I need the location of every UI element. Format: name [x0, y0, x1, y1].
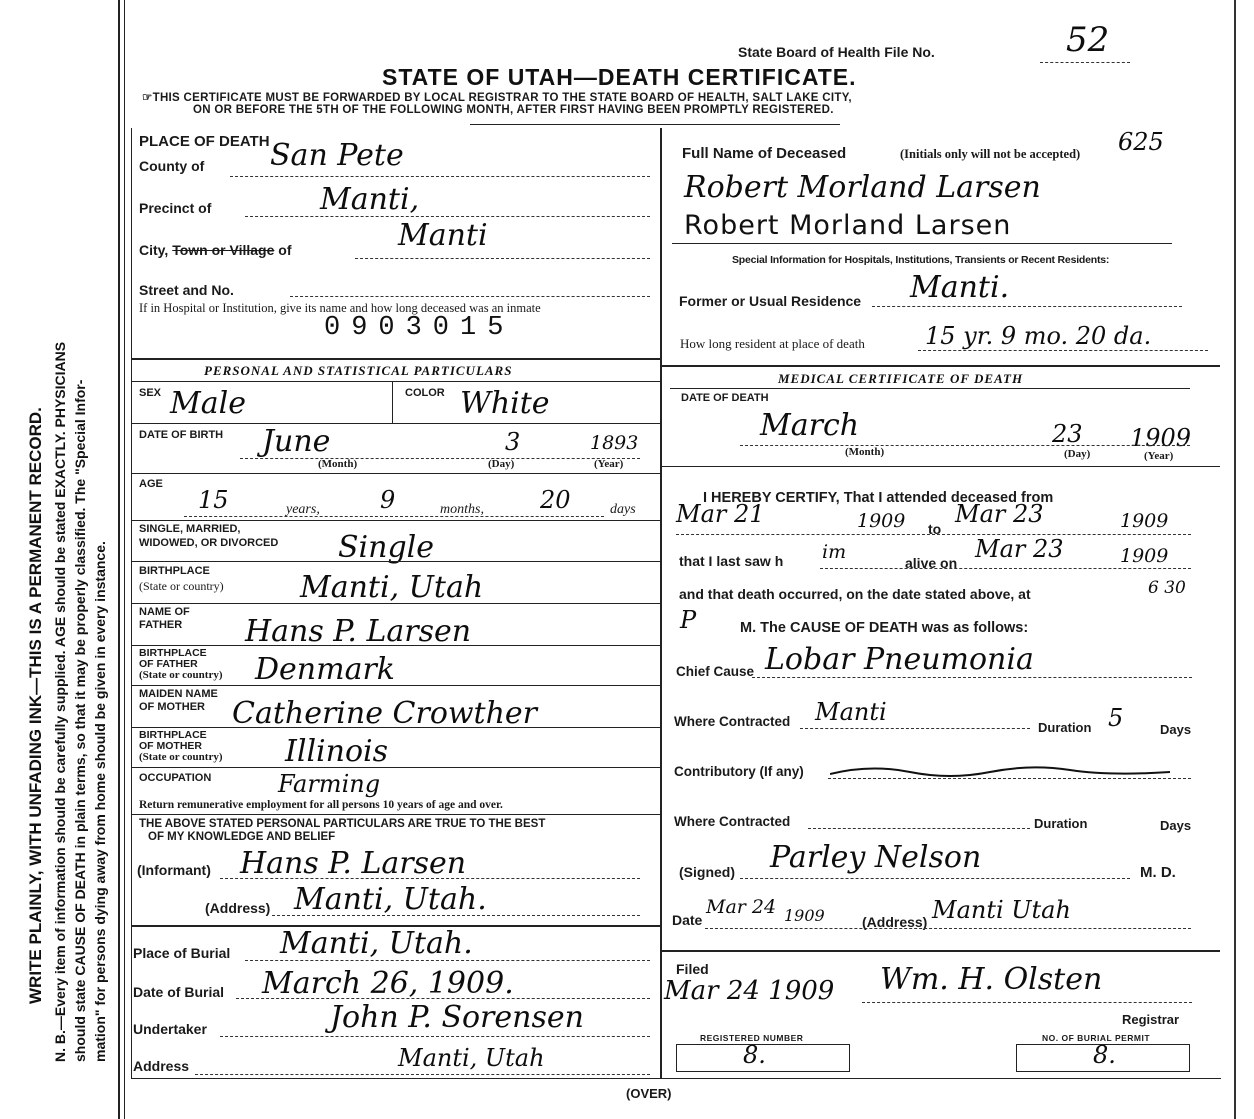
bottom-frame-rule: [131, 1078, 1221, 1079]
county-rule: [230, 176, 650, 177]
medical-top-rule: [660, 365, 1220, 367]
dob-day: 3: [505, 428, 521, 456]
age-years-value: 15: [198, 486, 229, 514]
burial-date-label: Date of Burial: [133, 984, 225, 1000]
undertaker-address-rule: [195, 1074, 650, 1075]
sex-label: SEX: [139, 387, 162, 399]
personal-top-rule: [131, 358, 660, 360]
dod-month-caption: (Month): [845, 446, 885, 458]
street-label: Street and No.: [139, 282, 234, 298]
burial-permit-label: NO. OF BURIAL PERMIT: [1042, 1033, 1151, 1043]
last-saw-label: that I last saw h: [679, 553, 784, 569]
dob-year: 1893: [590, 432, 639, 454]
residence-value: Manti.: [910, 270, 1010, 305]
alive-on-label: alive on: [905, 555, 958, 571]
left-border: [118, 0, 120, 1119]
city-value: Manti: [398, 218, 488, 253]
duration-label: Duration: [1038, 720, 1092, 735]
dob-year-caption: (Year): [594, 458, 624, 470]
dob-rule: [240, 458, 640, 459]
father-bp-value: Denmark: [255, 652, 395, 687]
duration-2-label: Duration: [1034, 816, 1088, 831]
chief-cause-value: Lobar Pneumonia: [765, 642, 1034, 677]
registrar-label: Registrar: [1122, 1012, 1180, 1027]
mother-bp-label-1: BIRTHPLACE: [139, 729, 207, 741]
dod-month: March: [760, 408, 860, 443]
instruction-line-1: ☞THIS CERTIFICATE MUST BE FORWARDED BY LOCAL REGISTRAR TO THE STATE BOARD OF HEALTH, SALT LAKE CITY,: [142, 92, 852, 104]
contributory-blank-squiggle: [830, 760, 1190, 784]
precinct-value: Manti,: [320, 182, 420, 217]
burial-permit-box: [1016, 1041, 1190, 1072]
residence-label: Former or Usual Residence: [679, 293, 862, 309]
years-caption: years,: [286, 502, 320, 517]
father-bp-row-rule: [131, 685, 660, 686]
registrar-signature: Wm. H. Olsten: [880, 962, 1103, 997]
signed-rule: [740, 878, 1130, 879]
from-date: Mar 21: [676, 500, 765, 528]
sex-value: Male: [170, 386, 246, 421]
dod-row-rule: [660, 466, 1220, 467]
undertaker-address-value: Manti, Utah: [398, 1044, 545, 1072]
file-no-label: State Board of Health File No.: [738, 44, 935, 60]
where-contracted-2-rule: [808, 828, 1030, 829]
cause-intro: M. The CAUSE OF DEATH was as follows:: [740, 620, 1029, 636]
sign-date-year: 1909: [784, 906, 825, 925]
undertaker-address-label: Address: [133, 1058, 190, 1074]
color-value: White: [460, 386, 550, 421]
side-note-line2: N. B.—Every item of information should be carefully supplied. AGE should be stated EXACTLY. PHYSICIANS: [52, 341, 68, 1062]
informant-rule: [220, 878, 640, 879]
sex-color-divider: [392, 381, 393, 423]
dob-row-rule: [131, 473, 660, 474]
dod-day: 23: [1052, 420, 1083, 448]
from-year: 1909: [857, 510, 906, 532]
name-rule: [672, 243, 1172, 244]
name-typed: Robert Morland Larsen: [684, 210, 1012, 241]
contributory-rule: [828, 778, 1191, 779]
marital-value: Single: [338, 530, 435, 565]
chief-cause-rule: [752, 677, 1192, 678]
dod-year-caption: (Year): [1144, 450, 1174, 462]
burial-place-value: Manti, Utah.: [280, 926, 473, 961]
father-label-2: FATHER: [139, 619, 183, 631]
sign-address-label: (Address): [862, 914, 928, 930]
father-bp-caption: (State or country): [139, 669, 223, 681]
undertaker-label: Undertaker: [133, 1021, 207, 1037]
dod-year: 1909: [1130, 424, 1192, 452]
dod-label: DATE OF DEATH: [681, 392, 769, 404]
occupation-label: OCCUPATION: [139, 772, 212, 784]
burial-date-rule: [236, 998, 650, 999]
alive-on-year: 1909: [1120, 545, 1169, 567]
right-border: [1234, 0, 1236, 1119]
instruction-line-2: ON OR BEFORE THE 5TH OF THE FOLLOWING MONTH, AFTER FIRST HAVING BEEN PROMPTLY REGISTERED.: [193, 104, 834, 116]
to-year: 1909: [1120, 510, 1169, 532]
to-label: to: [928, 521, 942, 537]
age-rule: [184, 516, 604, 517]
occupation-note: Return remunerative employment for all persons 10 years of age and over.: [139, 799, 503, 811]
to-date: Mar 23: [955, 500, 1044, 528]
days-caption: days: [610, 502, 636, 517]
filed-date: Mar 24 1909: [664, 976, 835, 1006]
registrar-rule: [862, 1002, 1192, 1003]
county-label: County of: [139, 158, 205, 174]
stamp-number: 0903015: [324, 313, 515, 343]
duration-days-label: Days: [1160, 722, 1192, 737]
death-occurred-label: and that death occurred, on the date stated above, at: [679, 586, 1031, 602]
informant-value: Hans P. Larsen: [240, 846, 467, 881]
birthplace-caption: (State or country): [139, 579, 224, 593]
informant-address-value: Manti, Utah.: [294, 882, 487, 917]
dob-month-caption: (Month): [318, 458, 358, 470]
sex-row-rule: [131, 423, 660, 424]
attest-line-1: THE ABOVE STATED PERSONAL PARTICULARS ARE TRUE TO THE BEST: [139, 818, 546, 830]
file-no-rule: [1040, 62, 1130, 63]
file-no-value: 52: [1066, 20, 1110, 60]
mother-label-2: OF MOTHER: [139, 701, 205, 713]
undertaker-value: John P. Sorensen: [330, 1000, 584, 1035]
father-bp-label-2: OF FATHER: [139, 658, 198, 670]
where-contracted-rule: [800, 728, 1030, 729]
how-long-label: How long resident at place of death: [680, 336, 865, 351]
margin-number: 625: [1118, 128, 1164, 156]
sign-address-value: Manti Utah: [932, 896, 1071, 924]
contributory-label: Contributory (If any): [674, 764, 804, 779]
special-info-note: Special Information for Hospitals, Institutions, Transients or Recent Residents:: [732, 254, 1110, 266]
last-saw-him: im: [822, 541, 847, 563]
residence-rule: [872, 306, 1182, 307]
burial-permit-value: 8.: [1093, 1041, 1116, 1069]
personal-heading: PERSONAL AND STATISTICAL PARTICULARS: [204, 363, 513, 378]
age-months-value: 9: [380, 486, 396, 514]
informant-address-rule: [272, 915, 640, 916]
full-name-label: Full Name of Deceased: [682, 145, 847, 162]
father-value: Hans P. Larsen: [245, 614, 472, 649]
dob-label: DATE OF BIRTH: [139, 429, 224, 441]
left-border-inner: [124, 0, 125, 1119]
birthplace-value: Manti, Utah: [300, 570, 484, 605]
how-long-rule: [918, 350, 1208, 351]
precinct-rule: [245, 216, 650, 217]
father-bp-label-1: BIRTHPLACE: [139, 647, 207, 659]
hospital-note: If in Hospital or Institution, give its name and how long deceased was an inmate: [139, 301, 541, 315]
dod-day-caption: (Day): [1064, 448, 1091, 460]
physician-signature: Parley Nelson: [770, 840, 982, 875]
sign-date-label: Date: [672, 912, 703, 928]
registered-number-value: 8.: [743, 1041, 766, 1069]
registered-number-box: [676, 1041, 850, 1072]
dob-day-caption: (Day): [488, 458, 515, 470]
place-of-death-heading: PLACE OF DEATH: [139, 133, 270, 150]
informant-label: (Informant): [137, 862, 211, 878]
sign-date-rule: [705, 928, 1191, 929]
occupation-row-rule: [131, 814, 660, 815]
birthplace-label: BIRTHPLACE: [139, 565, 210, 577]
occupation-value: Farming: [278, 770, 381, 798]
precinct-label: Precinct of: [139, 200, 212, 216]
informant-address-label: (Address): [205, 900, 271, 916]
center-divider: [660, 128, 662, 1078]
burial-date-value: March 26, 1909.: [262, 966, 514, 1001]
where-contracted-2-label: Where Contracted: [674, 814, 791, 829]
undertaker-rule: [220, 1036, 650, 1037]
side-note-line1: WRITE PLAINLY, WITH UNFADING INK—THIS IS A PERMANENT RECORD.: [26, 407, 45, 1004]
county-value: San Pete: [270, 138, 404, 173]
burial-place-rule: [245, 960, 650, 961]
side-note-line4: mation" for persons dying away from home should be given in every instance.: [92, 541, 108, 1062]
dob-month: June: [262, 424, 331, 459]
dod-rule: [740, 445, 1190, 446]
chief-cause-label: Chief Cause: [676, 664, 755, 679]
father-label-1: NAME OF: [139, 606, 190, 618]
mother-bp-caption: (State or country): [139, 751, 223, 763]
marital-row-rule: [131, 561, 660, 562]
how-long-value: 15 yr. 9 mo. 20 da.: [925, 322, 1152, 350]
certificate-title: STATE OF UTAH—DEATH CERTIFICATE.: [382, 64, 857, 90]
attest-line-2: OF MY KNOWLEDGE AND BELIEF: [148, 831, 336, 843]
burial-place-label: Place of Burial: [133, 945, 231, 961]
over-label: (OVER): [626, 1086, 672, 1101]
age-days-value: 20: [540, 486, 571, 514]
md-label: M. D.: [1140, 864, 1176, 881]
medical-heading-rule: [670, 388, 1190, 389]
where-contracted-value: Manti: [815, 698, 887, 726]
duration-value: 5: [1108, 704, 1124, 732]
filed-label: Filed: [676, 961, 709, 977]
mother-bp-row-rule: [131, 767, 660, 768]
street-rule: [290, 296, 650, 297]
age-row-rule: [131, 520, 660, 521]
mother-row-rule: [131, 727, 660, 728]
father-row-rule: [131, 645, 660, 646]
death-time: 6 30: [1148, 578, 1186, 598]
mother-bp-label-2: OF MOTHER: [139, 740, 202, 752]
marital-label-2: WIDOWED, OR DIVORCED: [139, 537, 279, 549]
header-rule: [470, 124, 840, 125]
side-note-line3: should state CAUSE OF DEATH in plain terms, so that it may be properly classified. The "Special Infor-: [72, 379, 88, 1062]
age-label: AGE: [139, 478, 163, 490]
medical-heading: MEDICAL CERTIFICATE OF DEATH: [778, 371, 1024, 386]
city-label: City, Town or Village of: [139, 242, 292, 258]
color-label: COLOR: [405, 387, 445, 399]
alive-on-date: Mar 23: [975, 535, 1064, 563]
where-contracted-label: Where Contracted: [674, 714, 791, 729]
full-name-note: (Initials only will not be accepted): [900, 147, 1081, 161]
mother-bp-value: Illinois: [285, 734, 389, 769]
pointing-hand-icon: ☞: [142, 92, 153, 104]
certify-line: I HEREBY CERTIFY, That I attended deceased from: [703, 490, 1054, 506]
alive-on-rule: [820, 568, 1191, 569]
registered-number-label: REGISTERED NUMBER: [700, 1033, 804, 1043]
sign-date-value: Mar 24: [706, 896, 777, 918]
months-caption: months,: [440, 502, 484, 517]
duration-2-days-label: Days: [1160, 818, 1192, 833]
attended-rule: [676, 534, 1191, 535]
name-handwritten: Robert Morland Larsen: [684, 170, 1041, 205]
marital-label-1: SINGLE, MARRIED,: [139, 523, 241, 535]
filing-top-rule: [660, 950, 1220, 952]
city-rule: [355, 258, 650, 259]
signed-label: (Signed): [679, 864, 735, 880]
mother-value: Catherine Crowther: [232, 696, 538, 731]
personal-heading-rule: [131, 381, 660, 382]
pm-value: P: [680, 606, 697, 634]
mother-label-1: MAIDEN NAME: [139, 688, 218, 700]
birthplace-row-rule: [131, 603, 660, 604]
